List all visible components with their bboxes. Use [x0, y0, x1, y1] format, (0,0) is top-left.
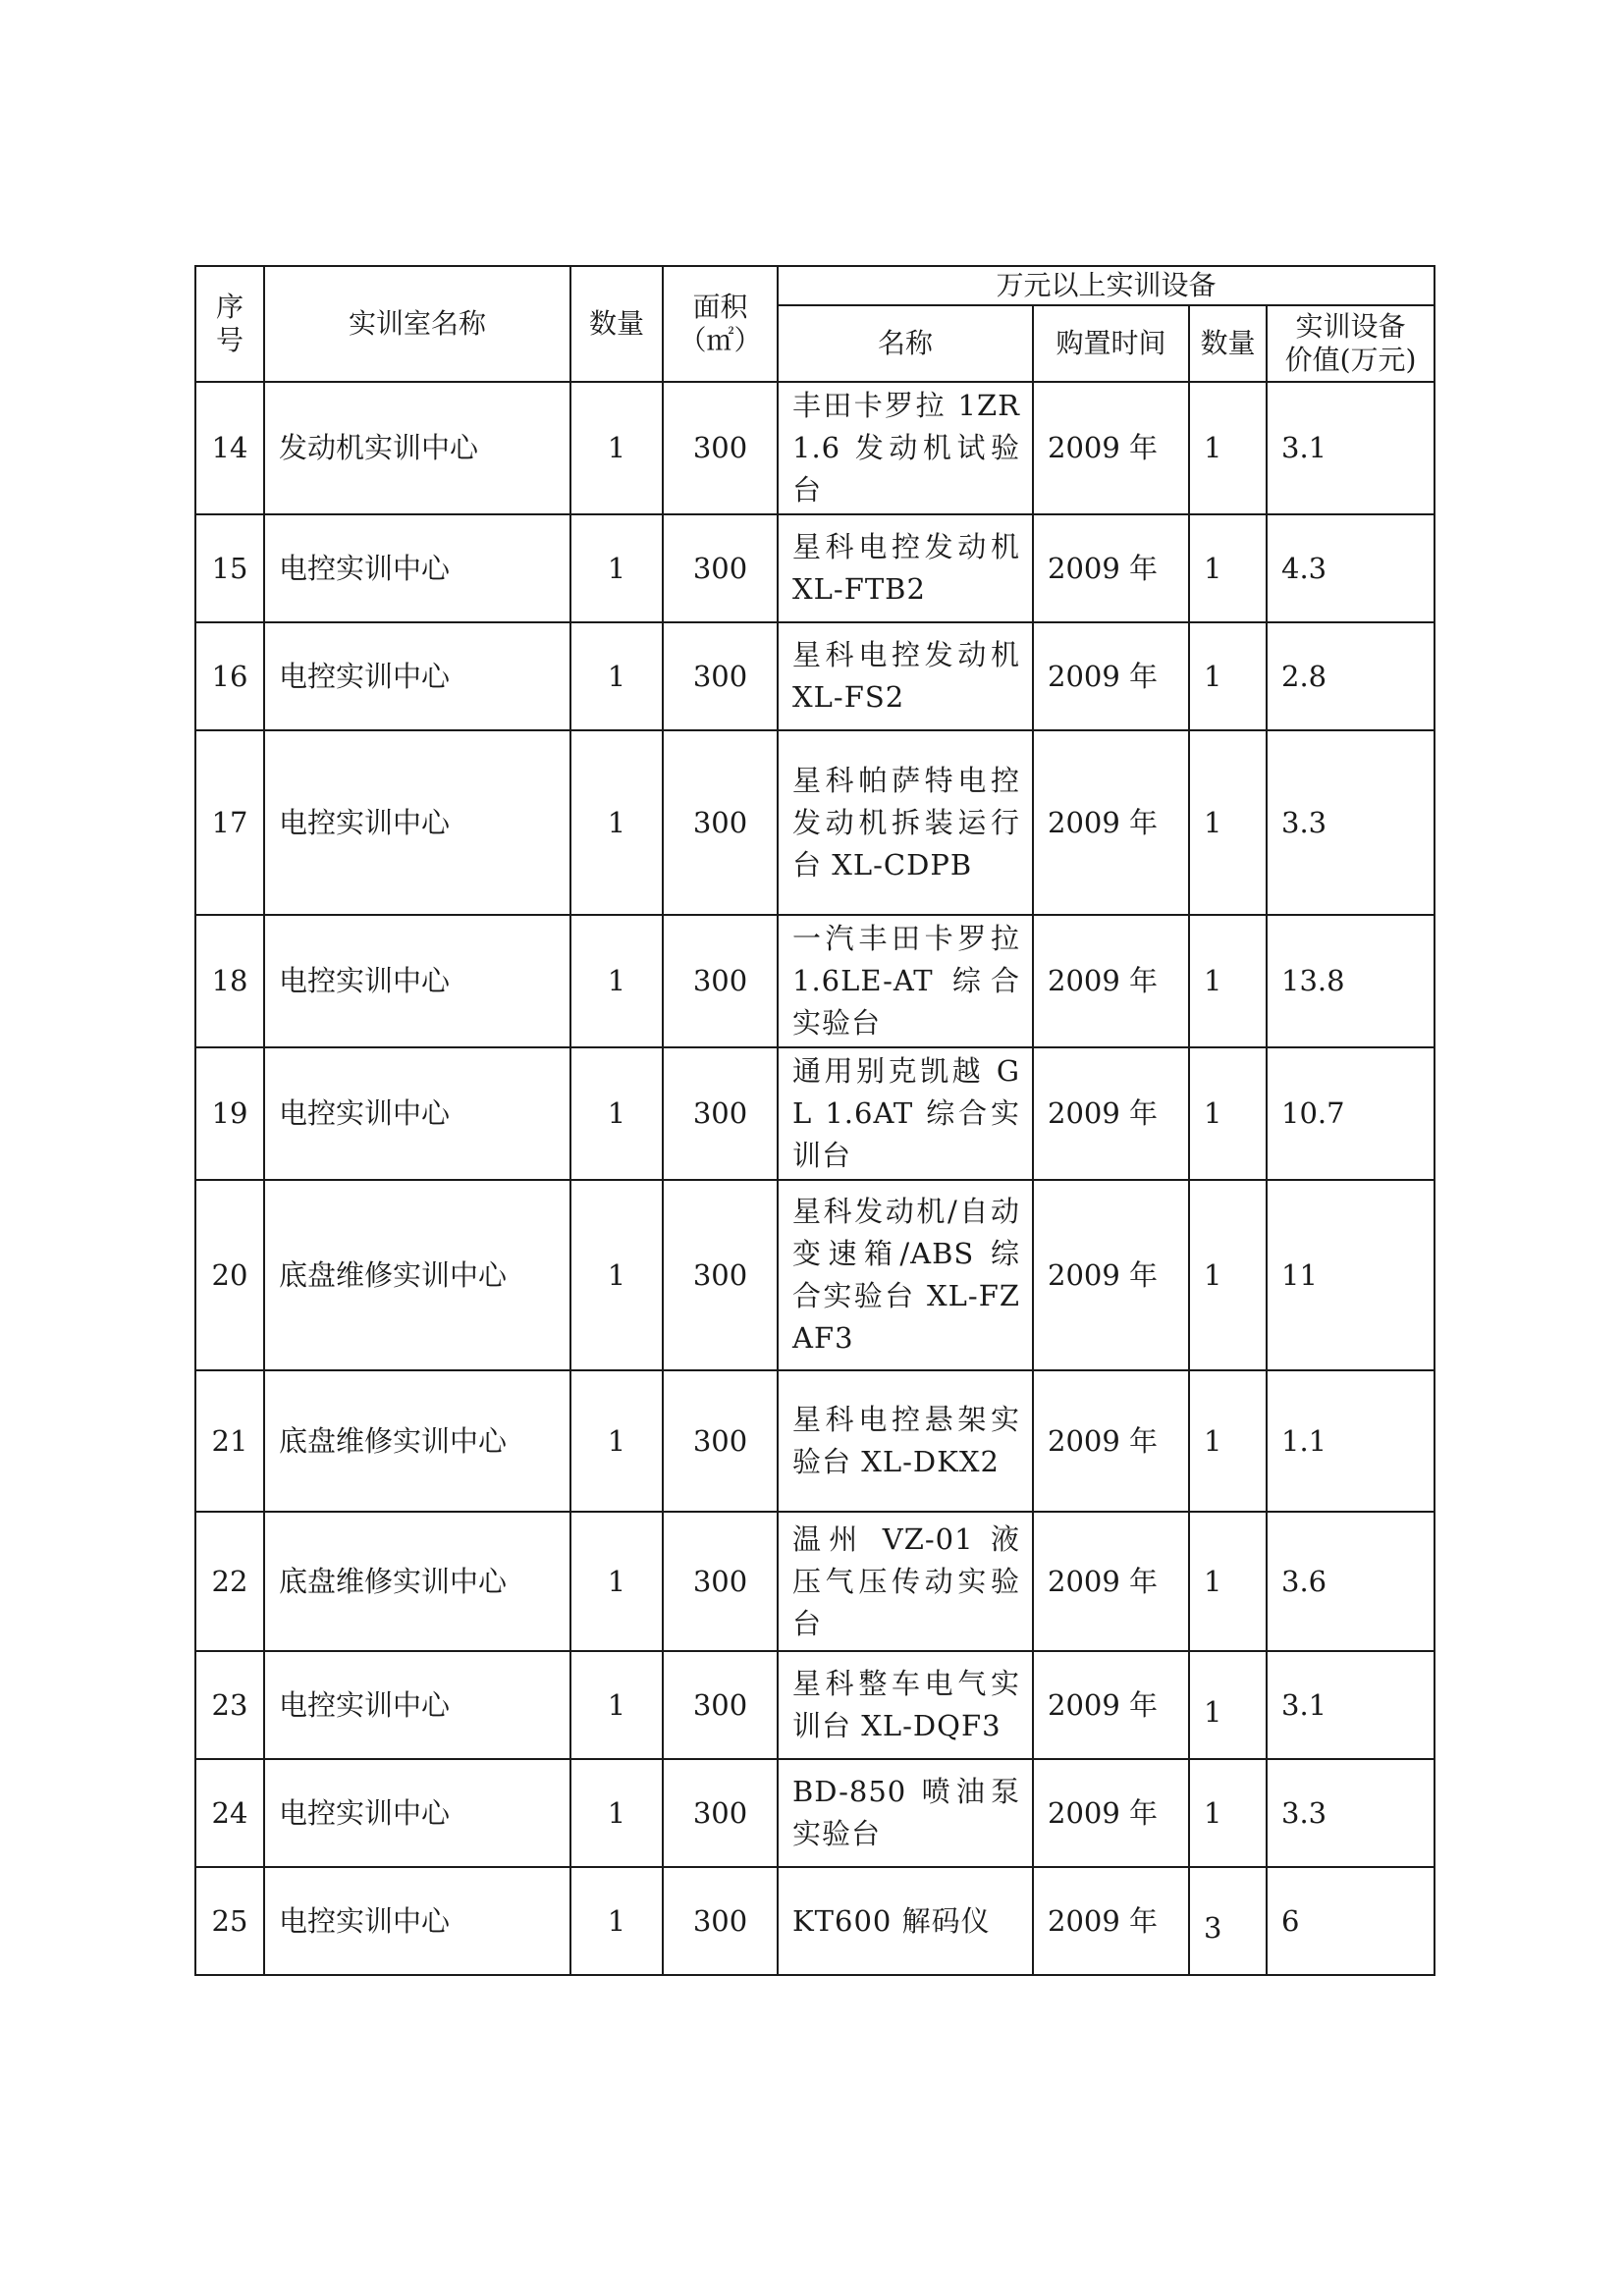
cell-time: 2009 年 [1033, 730, 1189, 915]
cell-count: 1 [570, 622, 663, 730]
header-room-name: 实训室名称 [264, 266, 570, 382]
cell-equip-name: 星科电控悬架实验台 XL-DKX2 [778, 1370, 1033, 1512]
cell-seq: 21 [195, 1370, 264, 1512]
header-count: 数量 [570, 266, 663, 382]
cell-equip-name: 星科电控发动机 XL-FTB2 [778, 514, 1033, 622]
cell-time: 2009 年 [1033, 382, 1189, 514]
cell-seq: 20 [195, 1180, 264, 1370]
table-row [195, 1759, 1435, 1867]
header-equip-value [1267, 305, 1435, 382]
header-equip-count: 数量 [1189, 305, 1267, 382]
cell-qty: 1 [1189, 1651, 1267, 1759]
cell-time: 2009 年 [1033, 1651, 1189, 1759]
cell-room: 底盘维修实训中心 [264, 1370, 570, 1512]
cell-value: 11 [1267, 1180, 1435, 1370]
cell-room: 电控实训中心 [264, 514, 570, 622]
cell-qty: 1 [1189, 915, 1267, 1047]
cell-value: 3.6 [1267, 1512, 1435, 1651]
cell-area: 300 [663, 915, 778, 1047]
cell-count: 1 [570, 1651, 663, 1759]
cell-seq: 17 [195, 730, 264, 915]
training-room-table [194, 265, 1435, 1976]
cell-equip-name: 丰田卡罗拉 1ZR 1.6 发动机试验台 [778, 382, 1033, 514]
cell-value: 1.1 [1267, 1370, 1435, 1512]
cell-seq: 25 [195, 1867, 264, 1975]
cell-count: 1 [570, 1867, 663, 1975]
header-seq-line2: 号 [215, 324, 244, 356]
cell-seq: 24 [195, 1759, 264, 1867]
cell-seq: 14 [195, 382, 264, 514]
cell-seq: 18 [195, 915, 264, 1047]
cell-equip-name: 星科整车电气实训台 XL-DQF3 [778, 1651, 1033, 1759]
cell-equip-name: 通用别克凯越 GL 1.6AT 综合实训台 [778, 1047, 1033, 1180]
cell-qty: 1 [1189, 514, 1267, 622]
cell-seq: 15 [195, 514, 264, 622]
cell-room: 发动机实训中心 [264, 382, 570, 514]
cell-qty: 1 [1189, 622, 1267, 730]
cell-area: 300 [663, 514, 778, 622]
cell-room: 电控实训中心 [264, 915, 570, 1047]
cell-equip-name: 温州 VZ-01 液压气压传动实验台 [778, 1512, 1033, 1651]
cell-equip-name: 星科发动机/自动变速箱/ABS 综合实验台 XL-FZAF3 [778, 1180, 1033, 1370]
cell-area: 300 [663, 1651, 778, 1759]
cell-qty: 1 [1189, 1512, 1267, 1651]
cell-room: 电控实训中心 [264, 1651, 570, 1759]
cell-equip-name: KT600 解码仪 [778, 1867, 1033, 1975]
cell-area: 300 [663, 1512, 778, 1651]
cell-count: 1 [570, 730, 663, 915]
cell-area: 300 [663, 1759, 778, 1867]
cell-count: 1 [570, 1180, 663, 1370]
cell-time: 2009 年 [1033, 1759, 1189, 1867]
cell-value: 3.1 [1267, 1651, 1435, 1759]
cell-area: 300 [663, 1867, 778, 1975]
table-row [195, 1867, 1435, 1975]
cell-time: 2009 年 [1033, 915, 1189, 1047]
cell-count: 1 [570, 382, 663, 514]
header-value-line1: 实训设备 [1295, 310, 1406, 343]
table-row [195, 1651, 1435, 1759]
cell-qty: 1 [1189, 1180, 1267, 1370]
cell-value: 3.3 [1267, 1759, 1435, 1867]
cell-count: 1 [570, 1370, 663, 1512]
cell-value: 10.7 [1267, 1047, 1435, 1180]
header-seq-line1: 序 [215, 291, 244, 323]
cell-room: 电控实训中心 [264, 1759, 570, 1867]
cell-value: 13.8 [1267, 915, 1435, 1047]
cell-time: 2009 年 [1033, 1867, 1189, 1975]
cell-value: 6 [1267, 1867, 1435, 1975]
header-equip-name: 名称 [778, 305, 1033, 382]
cell-area: 300 [663, 1370, 778, 1512]
cell-area: 300 [663, 730, 778, 915]
cell-room: 电控实训中心 [264, 730, 570, 915]
cell-equip-name: BD-850 喷油泵实验台 [778, 1759, 1033, 1867]
cell-count: 1 [570, 1512, 663, 1651]
table-row [195, 622, 1435, 730]
cell-room: 电控实训中心 [264, 1047, 570, 1180]
cell-seq: 22 [195, 1512, 264, 1651]
header-area [663, 266, 778, 382]
header-area-line2: （㎡） [678, 324, 762, 356]
cell-time: 2009 年 [1033, 1370, 1189, 1512]
cell-time: 2009 年 [1033, 1180, 1189, 1370]
table-row [195, 1047, 1435, 1180]
cell-value: 3.1 [1267, 382, 1435, 514]
header-seq [195, 266, 264, 382]
cell-count: 1 [570, 915, 663, 1047]
table-row [195, 382, 1435, 514]
header-area-line1: 面积 [692, 291, 748, 323]
cell-value: 3.3 [1267, 730, 1435, 915]
table-body [195, 382, 1435, 1975]
cell-qty: 1 [1189, 382, 1267, 514]
cell-equip-name: 星科电控发动机 XL-FS2 [778, 622, 1033, 730]
cell-qty: 3 [1189, 1867, 1267, 1975]
table-row [195, 1180, 1435, 1370]
cell-room: 电控实训中心 [264, 622, 570, 730]
cell-count: 1 [570, 1759, 663, 1867]
cell-area: 300 [663, 1047, 778, 1180]
header-value-line2: 价值(万元) [1284, 344, 1417, 376]
cell-equip-name: 一汽丰田卡罗拉 1.6LE-AT 综合实验台 [778, 915, 1033, 1047]
cell-count: 1 [570, 1047, 663, 1180]
cell-value: 2.8 [1267, 622, 1435, 730]
table-header [195, 266, 1435, 382]
cell-equip-name: 星科帕萨特电控发动机拆装运行台 XL-CDPB [778, 730, 1033, 915]
cell-value: 4.3 [1267, 514, 1435, 622]
cell-qty: 1 [1189, 1759, 1267, 1867]
cell-room: 电控实训中心 [264, 1867, 570, 1975]
cell-seq: 23 [195, 1651, 264, 1759]
table-row [195, 730, 1435, 915]
cell-qty: 1 [1189, 730, 1267, 915]
header-purchase-time: 购置时间 [1033, 305, 1189, 382]
table-row [195, 915, 1435, 1047]
cell-seq: 19 [195, 1047, 264, 1180]
cell-qty: 1 [1189, 1047, 1267, 1180]
header-equipment-group: 万元以上实训设备 [778, 266, 1435, 305]
cell-time: 2009 年 [1033, 622, 1189, 730]
document-page [194, 265, 1434, 1976]
cell-time: 2009 年 [1033, 1047, 1189, 1180]
table-row [195, 1370, 1435, 1512]
table-row [195, 1512, 1435, 1651]
cell-area: 300 [663, 1180, 778, 1370]
cell-area: 300 [663, 622, 778, 730]
cell-qty: 1 [1189, 1370, 1267, 1512]
cell-time: 2009 年 [1033, 514, 1189, 622]
cell-seq: 16 [195, 622, 264, 730]
cell-time: 2009 年 [1033, 1512, 1189, 1651]
table-row [195, 514, 1435, 622]
cell-area: 300 [663, 382, 778, 514]
cell-count: 1 [570, 514, 663, 622]
cell-room: 底盘维修实训中心 [264, 1512, 570, 1651]
cell-room: 底盘维修实训中心 [264, 1180, 570, 1370]
